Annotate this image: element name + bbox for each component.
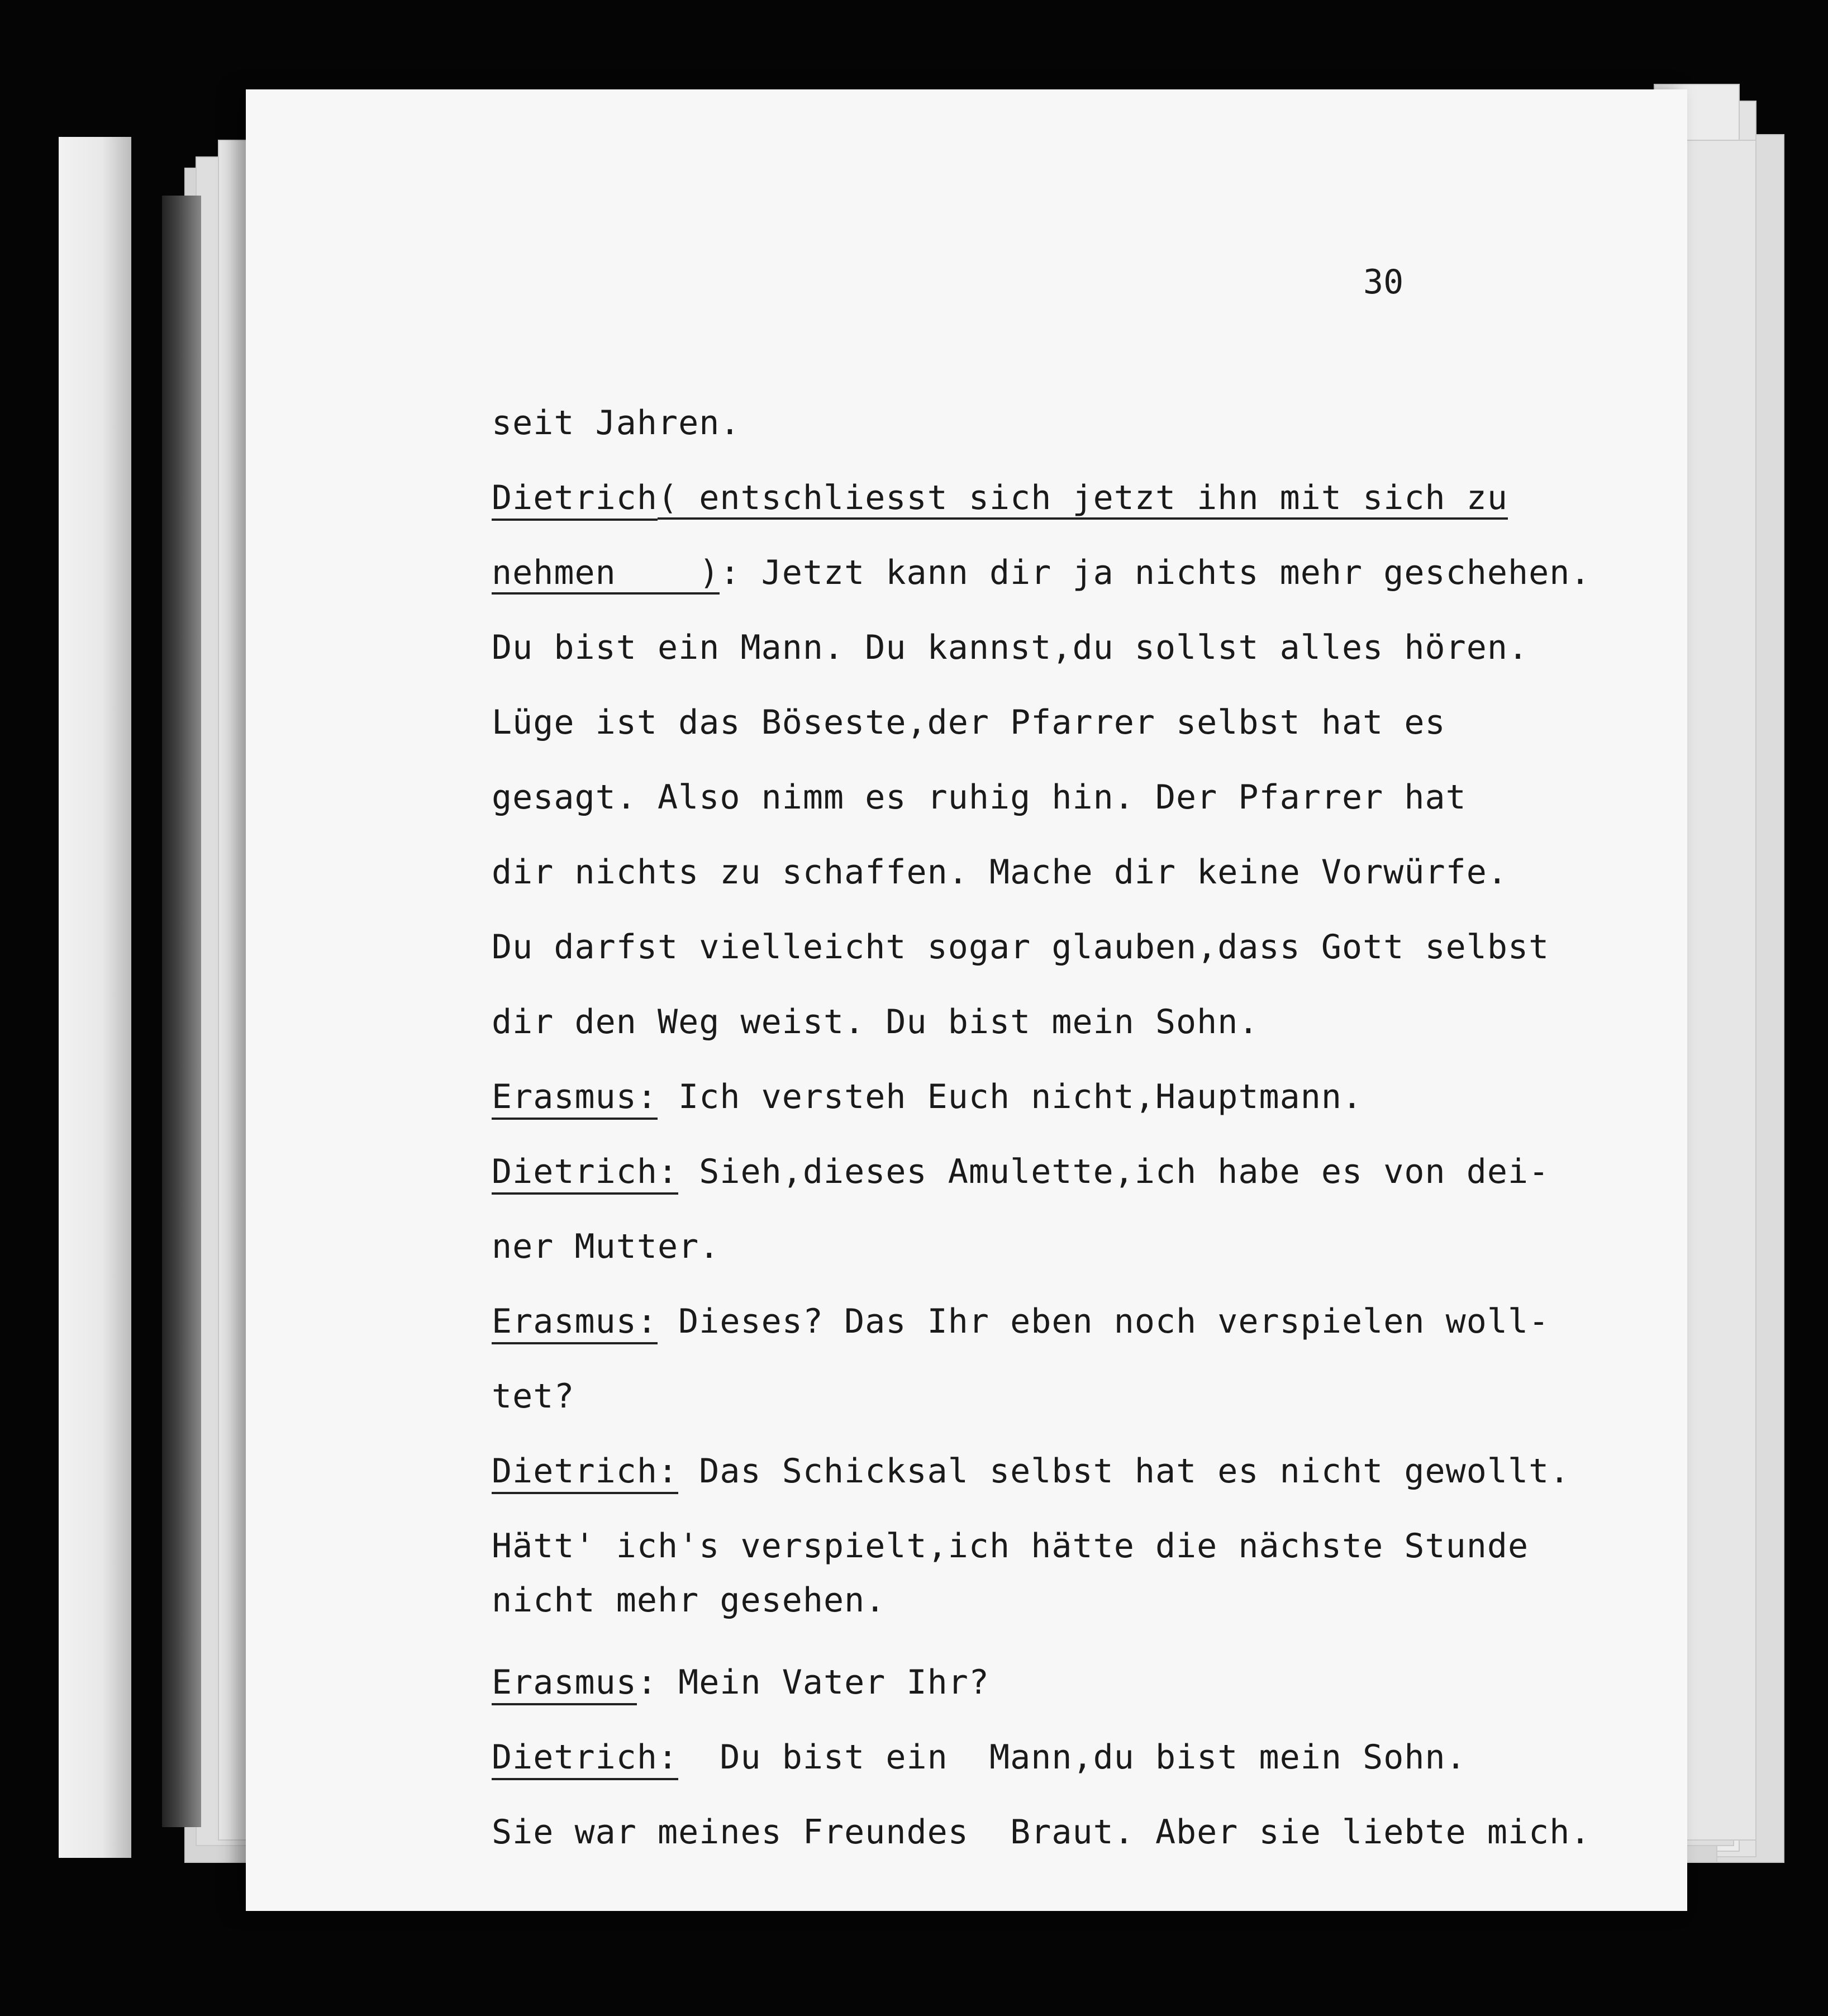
speaker-name: Dietrich (492, 478, 658, 521)
line-text: Du bist ein Mann. Du kannst,du sollst alles hören. (492, 628, 1529, 667)
line-text: Lüge ist das Böseste,der Pfarrer selbst hat es (492, 703, 1446, 742)
script-text (492, 386, 1665, 1870)
line-text: tet? (492, 1377, 575, 1416)
text-line (492, 1645, 1665, 1720)
line-text: gesagt. Also nimm es ruhig hin. Der Pfarrer hat (492, 778, 1467, 817)
text-line (492, 1134, 1665, 1209)
binding-shadow (162, 196, 201, 1827)
speaker-name: Dietrich: (492, 1152, 678, 1195)
line-text: seit Jahren. (492, 403, 741, 443)
line-text: Du darfst vielleicht sogar glauben,dass Gott selbst (492, 928, 1550, 967)
text-line (492, 1795, 1665, 1870)
text-line (492, 386, 1665, 460)
speaker-name: Erasmus: (492, 1077, 658, 1120)
line-text: : Mein Vater Ihr? (636, 1663, 989, 1702)
line-text: ner Mutter. (492, 1227, 720, 1266)
text-line (492, 610, 1665, 685)
text-line (492, 1434, 1665, 1509)
speaker-name: Dietrich: (492, 1738, 678, 1780)
text-line (492, 535, 1665, 610)
line-text: Sieh,dieses Amulette,ich habe es von dei- (678, 1152, 1550, 1191)
text-line (492, 760, 1665, 835)
line-text: nicht mehr gesehen. (492, 1581, 886, 1620)
line-text: dir nichts zu schaffen. Mache dir keine Vorwürfe. (492, 853, 1508, 892)
text-line (492, 1209, 1665, 1284)
line-text: Sie war meines Freundes Braut. Aber sie liebte mich. (492, 1813, 1591, 1852)
text-line (492, 1509, 1665, 1584)
line-text: Hätt' ich's verspielt,ich hätte die nächste Stunde (492, 1527, 1529, 1566)
text-line (492, 1284, 1665, 1359)
text-line (492, 985, 1665, 1059)
stage-direction: nehmen ) (492, 553, 720, 595)
text-line (492, 1578, 1665, 1623)
speaker-name: Erasmus: (492, 1302, 658, 1344)
text-line (492, 910, 1665, 985)
text-line (492, 685, 1665, 760)
text-line (492, 1720, 1665, 1795)
text-line (492, 835, 1665, 910)
line-text: Du bist ein Mann,du bist mein Sohn. (678, 1738, 1467, 1777)
stage-direction: ( entschliesst sich jetzt ihn mit sich zu (658, 478, 1508, 520)
line-text: Dieses? Das Ihr eben noch verspielen woll- (657, 1302, 1550, 1341)
text-line (492, 460, 1665, 535)
text-line (492, 1359, 1665, 1434)
text-line (492, 1059, 1665, 1134)
speaker-name: Dietrich: (492, 1452, 678, 1494)
line-text: Das Schicksal selbst hat es nicht gewollt. (678, 1452, 1570, 1491)
binding-strip (59, 137, 131, 1858)
page-number: 30 (1363, 263, 1404, 302)
line-text: : Jetzt kann dir ja nichts mehr geschehen. (720, 553, 1591, 592)
speaker-name: Erasmus (492, 1663, 637, 1705)
line-text: dir den Weg weist. Du bist mein Sohn. (492, 1002, 1259, 1042)
line-text: Ich versteh Euch nicht,Hauptmann. (657, 1077, 1363, 1116)
